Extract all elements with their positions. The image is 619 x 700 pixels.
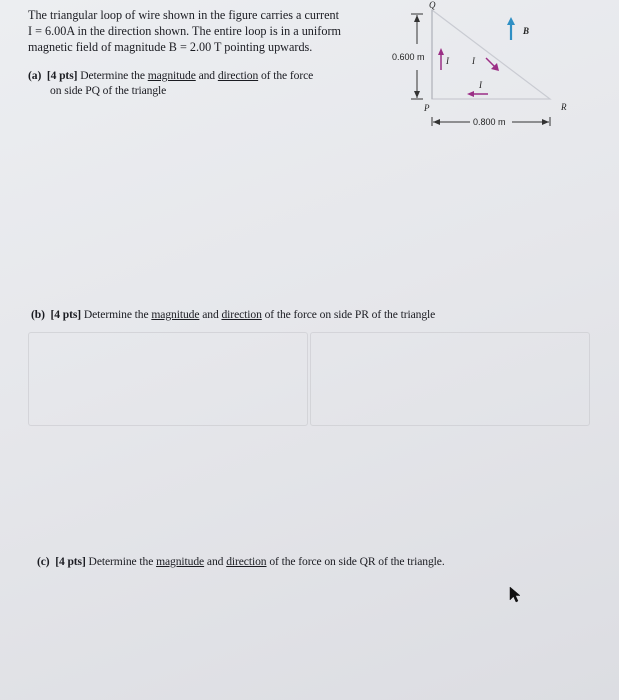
part-a-question: [28, 68, 388, 98]
part-b-magnitude: magnitude: [151, 308, 200, 321]
part-b-direction: direction: [221, 308, 262, 321]
part-c-points: [4 pts]: [55, 555, 86, 568]
vertex-p-label: P: [424, 103, 430, 113]
part-b-text-post: of the force on side PR of the triangle: [264, 308, 436, 321]
part-c-text-post: of the force on side QR of the triangle.: [269, 555, 445, 568]
part-a-and: and: [198, 69, 216, 82]
height-dim-up-arrow: [414, 15, 420, 22]
answer-box-b-right: [310, 332, 590, 426]
intro-line-3: magnetic field of magnitude B = 2.00 T pointing upwards.: [28, 40, 313, 54]
part-b-and: and: [202, 308, 219, 321]
width-dim-left-arrow: [433, 119, 440, 125]
current-label-rp: I: [479, 80, 482, 90]
vertex-r-label: R: [561, 102, 567, 112]
part-c-label: (c): [37, 555, 50, 568]
part-a-direction: direction: [217, 69, 259, 82]
part-a-label: (a): [28, 69, 42, 82]
part-c-and: and: [206, 555, 224, 568]
current-arrow-pq-head: [438, 48, 444, 55]
part-c-magnitude: magnitude: [156, 555, 205, 568]
triangle-loop: [432, 10, 550, 99]
intro-line-2: I = 6.00A in the direction shown. The entire loop is in a uniform: [28, 24, 341, 38]
part-b-question: [31, 307, 551, 322]
width-label: 0.800 m: [473, 117, 506, 127]
height-label: 0.600 m: [392, 52, 425, 62]
part-a-magnitude: magnitude: [147, 69, 196, 82]
vertex-q-label: Q: [429, 0, 436, 10]
field-label: B: [523, 26, 530, 36]
part-c-direction: direction: [226, 555, 267, 568]
intro-line-1: The triangular loop of wire shown in the figure carries a current: [28, 8, 340, 22]
part-a-points: [4 pts]: [46, 69, 78, 82]
width-dim-right-arrow: [542, 119, 549, 125]
part-c-question: [37, 554, 557, 569]
part-a-line-2: on side PQ of the triangle: [50, 84, 167, 97]
pointer-cursor-icon: [508, 585, 522, 603]
current-arrow-rp-head: [467, 91, 474, 97]
part-b-text-pre: Determine the: [83, 308, 149, 321]
height-dim-down-arrow: [414, 91, 420, 98]
part-a-text-post: of the force: [260, 69, 314, 82]
field-arrow-head: [507, 17, 515, 25]
part-a-text-pre: Determine the: [80, 69, 145, 82]
part-c-text-pre: Determine the: [88, 555, 154, 568]
current-label-pq: I: [446, 56, 449, 66]
problem-statement: [28, 7, 388, 55]
part-b-points: [4 pts]: [50, 308, 82, 321]
answer-box-b-left: [28, 332, 308, 426]
triangle-loop-figure: [384, 0, 584, 135]
part-b-label: (b): [31, 308, 45, 321]
current-label-qr: I: [472, 56, 475, 66]
